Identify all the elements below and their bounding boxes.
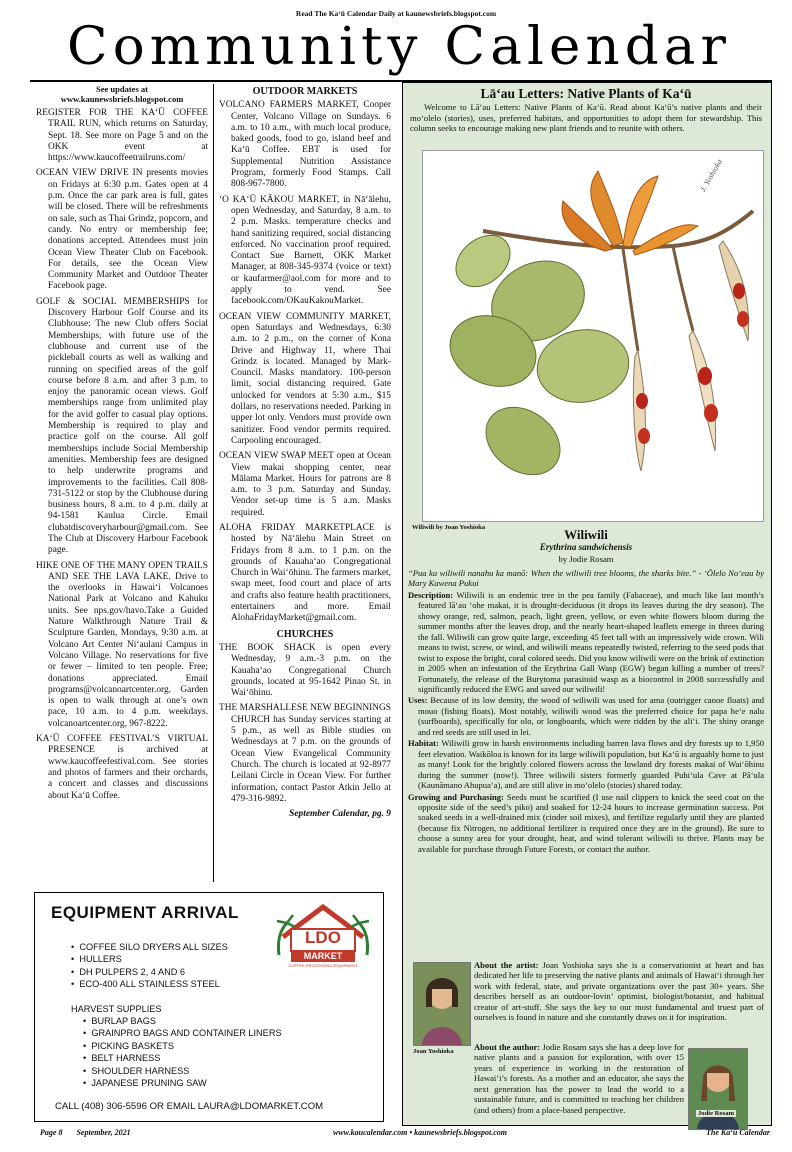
- harvest-item: • PICKING BASKETS: [83, 1040, 175, 1051]
- equipment-list: [71, 941, 228, 991]
- market-item: VOLCANO FARMERS MARKET, Cooper Center, Volcano Village on Sundays. 6 a.m. to 10 a.m., with much local produce, baked goods, food to go, island beef and Ka‘ū Coffee. EBT is used for Supplemental Nutrition Assistance Program, formerly Food Stamps. Call 808-967-7800.: [219, 100, 391, 190]
- artist-photo-caption: Joan Yoshioka: [413, 1048, 454, 1055]
- author-text: Jodie Rosam says she has a deep love for native plants and a passion for exploration, with over 15 years of experience in working in the restoration of Hawai‘i’s forests. As a mother and an educator, she says the next generation has the power to lead the world to a sustainable future, and is committed to teaching her children (and others) from a place-based perspective.: [474, 1042, 684, 1115]
- section-text: Wiliwili grow in harsh environments including barren lava flows and dry forests up to 1,950 feet elevation. Waikōloa is known for its large wiliwili population, but Ka‘ū is arguably home to just as many! Look for the brightly colored flowers across the lowland dry forests makai of Wai‘ōhinu during the summer (now!). Three wiliwili sisters formerly guarded Puhi‘ula Cave at Pā‘ula (Kaunāmano Ahupua‘a), and are still alive in mo‘olelo (stories) shared today.: [418, 738, 764, 791]
- harvest-item-label: PICKING BASKETS: [91, 1040, 175, 1051]
- about-author: [474, 1042, 684, 1115]
- footer-paper: The Ka‘ū Calendar: [705, 1128, 770, 1137]
- continued-note: September Calendar, pg. 9: [289, 809, 391, 820]
- footer-urls: www.kaucalendar.com • kaunewsbriefs.blogspot.com: [332, 1128, 508, 1137]
- section-text: Because of its low density, the wood of wiliwili was used for ama (outrigger canoe floats) and mouo (fishing floats). Most notably, wiliwili wood was the preferred choice for papa he‘e nalu (surfboards), specifically for olo, or longboards, which were ridden by the ali‘i. The shiny orange and red seeds are still used in lei.: [418, 695, 764, 737]
- harvest-item: • JAPANESE PRUNING SAW: [83, 1078, 207, 1089]
- ad-contact: CALL (408) 306-5596 OR EMAIL LAURA@LDOMARKET.COM: [55, 1101, 324, 1112]
- ldo-market-ad: [34, 892, 384, 1122]
- harvest-list: [83, 1015, 282, 1089]
- section-label: Habitat:: [408, 738, 439, 749]
- markets-heading: OUTDOOR MARKETS: [252, 86, 358, 97]
- equipment-item-label: DH PULPERS 2, 4 AND 6: [79, 966, 186, 977]
- feature-intro: Welcome to Lā‘au Letters: Native Plants of Ka‘ū. Read about Ka‘ū’s native plants and their mo‘olelo (stories), uses, preferred habitats, and opportunities to adopt them for stewardship. This column seeks to encourage making new plant friends and to reunite with others.: [410, 102, 762, 134]
- author-label: About the author:: [474, 1042, 541, 1052]
- ad-title: EQUIPMENT ARRIVAL: [51, 903, 239, 922]
- section-label: Growing and Purchasing:: [408, 791, 504, 802]
- harvest-item-label: SHOULDER HARNESS: [91, 1065, 190, 1076]
- harvest-item-label: GRAINPRO BAGS AND CONTAINER LINERS: [91, 1028, 282, 1039]
- page-number: Page 8: [40, 1128, 63, 1137]
- artist-text: Joan Yoshioka says she is a conservationist at heart and has dedicated her life to preserving the native plants and animals of Hawai‘i through her work with federal, state, and private organizations over the past 30+ years. She describes herself as an outdoor-lovin’ optimist, biologist/botanist, and habitual creator of art-stuff. She says the key to our most fundamental and truest part of ourselves is found in nature and she constantly draws on it for inspiration.: [474, 960, 764, 1023]
- calendar-item: GOLF & SOCIAL MEMBERSHIPS for Discovery Harbour Golf Course and its Clubhouse: The new Club offers Social Memberships, with future use of the clubhouse and current use of the pickleball courts as well as walking and running on specified areas of the golf course before 8 a.m. and after 3 p.m. to enjoy the panoramic ocean views. Golf memberships range from unlimited play for the avid golfer to casual play options. Membership is required to play and practice golf on the course. All golf memberships include Social Membership amenities. Membership fees are designed to help underwrite programs and improvements to the facilities. Call 808-731-5122 or stop by the Clubhouse during business hours, 8 a.m. to 4 p.m. daily at 94-1581 Kaulua Circle. Email clubatdiscoveryharbour@gmail.com. See The Club at Discovery Harbour Facebook page.: [36, 296, 208, 556]
- calendar-column-1: [36, 84, 208, 806]
- church-item: THE MARSHALLESE NEW BEGINNINGS CHURCH has Sunday services starting at 5 p.m., as well as Bible studies on Wednesdays at 7 p.m. on the grounds of Ocean View Evangelical Community Church. The church is located at 92-8977 Leilani Circle in Ocean View. For further information, contact Pastor Atkin Jello at 479-316-9892.: [219, 703, 391, 804]
- logo-subtext: MARKET: [291, 951, 355, 962]
- equipment-item: • HULLERS: [71, 954, 122, 965]
- feature-title: Lā‘au Letters: Native Plants of Ka‘ū: [480, 86, 692, 101]
- artist-photo: [413, 962, 471, 1046]
- scientific-name: Erythrina sandwichensis: [539, 542, 633, 552]
- equipment-item-label: HULLERS: [79, 954, 122, 965]
- equipment-item: • COFFEE SILO DRYERS ALL SIZES: [71, 942, 228, 952]
- equipment-item: • DH PULPERS 2, 4 AND 6: [71, 966, 186, 977]
- harvest-item: • BURLAP BAGS: [83, 1016, 157, 1026]
- logo-text: LDO: [305, 928, 341, 947]
- market-item: OCEAN VIEW COMMUNITY MARKET, open Saturdays and Wednesdays, 6:30 a.m. to 2 p.m., on the corner of Kona Drive and Highway 11, where Thai Grindz is located. Managed by Mark-Council. Masks mandatory. 100-person limit, social distancing required. Gate unlocked for vendors at 5:30 a.m., $15 dollars, no reservations needed. Parking in upper lot only. Vendors must provide own sanitizer. Food vendor permits required. Carpooling encouraged.: [219, 311, 391, 446]
- section-uses: [408, 695, 764, 737]
- byline: by Jodie Rosam: [558, 554, 614, 564]
- quote: “Pua ka wiliwili nanahu ka manō: When the wiliwili tree blooms, the sharks bite.” - ‘Ōlelo No‘eau by Mary Kawena Pukui: [408, 568, 764, 589]
- harvest-item: • GRAINPRO BAGS AND CONTAINER LINERS: [83, 1028, 282, 1039]
- footer-page: [40, 1128, 131, 1137]
- harvest-item: • BELT HARNESS: [83, 1053, 161, 1064]
- calendar-column-2: [219, 84, 391, 820]
- market-item: OCEAN VIEW SWAP MEET open at Ocean View makai shopping center, near Mālama Market. Hours for patrons are 8 a.m. to 3 p.m. Saturday and Sunday. Vendor set-up time is 5 a.m. Masks required.: [219, 451, 391, 518]
- author-photo: [688, 1048, 748, 1130]
- section-habitat: [408, 738, 764, 790]
- section-label: Description:: [408, 589, 454, 600]
- harvest-item-label: BELT HARNESS: [91, 1053, 161, 1064]
- equipment-item-label: COFFEE SILO DRYERS ALL SIZES: [79, 942, 228, 952]
- artist-signature: J. Yoshioka: [698, 157, 725, 194]
- portrait-icon: [414, 963, 470, 1045]
- equipment-item: • ECO-400 ALL STAINLESS STEEL: [71, 979, 220, 990]
- calendar-item: KA‘Ū COFFEE FESTIVAL’S VIRTUAL PRESENCE is archived at www.kaucoffeefestival.com. See stories and photos of farmers and their orchards, a concert and classes and discussions about Ka‘ū Coffee.: [36, 734, 208, 801]
- column-divider: [213, 84, 214, 882]
- section-text: Wiliwili is an endemic tree in the pea family (Fabaceae), and much like last month’s featured lā‘au ‘ohe makai, it is drought-deciduous (it drops its leaves during the dry season). The showy orange, red, salmon, peach, light green, yellow, or even white flowers bloom during the summer months after the leaves drop, and the nearly heart-shaped leaflets emerge in threes during the fall. Wiliwili can grow quite large, exceeding 45 feet tall with an impressively wide crown. Wili means to twist, screw, or wind, and wiliwili means repeatedly twisted, referring to the seed pods that twist to expose the bright, coral colored seeds. Did you know wiliwili were on the brink of extinction in 2005 when an infestation of the Erythrina Gall Wasp (EGW) began killing a number of trees? Fortunately, the release of the Burytoma parasitoid wasp as a biocontrol in 2008 successfully and significantly reduced the EWG and saved our wiliwili!: [418, 589, 764, 694]
- market-item: ‘O KA‘Ū KĀKOU MARKET, in Nā‘ālehu, open Wednesday, and Saturday, 8 a.m. to 2 p.m. Masks. temperature checks and hand sanitizing required, social distancing enforced. No vaccination proof required. Contact Sue Barnett, OKK Market Manager, at 808-345-9374 (voice or text) or kaufarmer@aol.com for more and to apply to vend. See facebook.com/OKauKakouMarket.: [219, 194, 391, 307]
- plant-name: Wiliwili: [564, 527, 608, 542]
- logo-tagline: COFFEE PROCESSING EQUIPMENT: [288, 963, 358, 968]
- portrait-icon: [689, 1049, 747, 1129]
- issue-date: September, 2021: [76, 1128, 131, 1137]
- author-photo-caption: Jodie Rosam: [698, 1110, 735, 1117]
- section-text: Seeds must be scarified (I use nail clippers to knick the seed coat on the opposite side of the seed’s piko) and soaked for 12-24 hours to increase germination success. Pot soaked seeds in a well-drained mix (cinder soil mixes), and fertilize regularly until they are planted (because fix Nitrogen, no additional fertilizer is required once they are in the ground). Be sure to choose a sunny area for your drought, heat, and wind tolerant wiliwili to thrive. Plants may be available for purchase through Future Forests, or contact the author.: [418, 791, 764, 854]
- harvest-item-label: JAPANESE PRUNING SAW: [91, 1078, 207, 1089]
- top-note: Read The Ka‘ū Calendar Daily at kaunewsbriefs.blogspot.com: [295, 9, 497, 18]
- wiliwili-drawing: [423, 151, 763, 521]
- about-artist: [474, 960, 764, 1023]
- section-label: Uses:: [408, 695, 428, 706]
- image-caption: Wiliwili by Joan Yoshioka: [412, 524, 486, 531]
- calendar-item: HIKE ONE OF THE MANY OPEN TRAILS AND SEE THE LAVA LAKE. Drive to the overlooks in Hawai‘i Volcanoes National Park at Volcano and Kahuku units. See nps.gov/havo.Take a Guided Nature Walkthrough Nature Trail & Sculpture Garden, Mondays, 9:30 a.m. at Volcano Art Center Ni‘aulani Campus in Volcano Village. No reservations for five or fewer – limited to ten people. Free; donations appreciated. Email programs@volcanoartcenter.org. Garden is open to walk through at one’s own pace, 10 a.m. to 4 p.m. weekdays. volcanoartcenter.org, 967-8222.: [36, 560, 208, 729]
- harvest-heading: HARVEST SUPPLIES: [71, 1004, 162, 1014]
- artist-label: About the artist:: [474, 960, 539, 970]
- churches-heading: CHURCHES: [276, 628, 334, 640]
- harvest-item: • SHOULDER HARNESS: [83, 1065, 190, 1076]
- section-growing: [408, 792, 764, 855]
- harvest-item-label: BURLAP BAGS: [91, 1016, 157, 1026]
- updates-note: See updates at www.kaunewsbriefs.blogspot.com: [60, 84, 184, 104]
- feature-body: [408, 568, 764, 855]
- calendar-item: OCEAN VIEW DRIVE IN presents movies on Fridays at 6:30 p.m. Gates open at 4 p.m. Once the car park area is full, gates will be closed. There will be refreshments on sale, such as Thai Grindz, popcorn, and candy. No entry or membership fee; donations accepted. Attendees must join Ocean View Theater Club on Facebook. For details, see the Ocean View Community Market and Outdoor Theater Facebook page.: [36, 168, 208, 292]
- section-description: [408, 590, 764, 695]
- masthead: Community Calendar: [67, 17, 731, 77]
- market-item: ALOHA FRIDAY MARKETPLACE is hosted by Nā‘ālehu Main Street on Fridays from 8 a.m. to 1 p.m. on the grounds of Kauaha‘ao Congregational Church in Wai‘ōhinu. The farmers market, swap meet, food court and place of arts and crafts also feature health practitioners, entertainers and more. Email AlohaFridayMarket@gmail.com.: [219, 522, 391, 624]
- calendar-item: REGISTER FOR THE KA‘Ū COFFEE TRAIL RUN, which returns on Saturday, Sept. 18. See more on Page 5 and on the OKK event at https://www.kaucoffeetrailruns.com/: [36, 108, 208, 164]
- wiliwili-illustration: [422, 150, 764, 522]
- church-item: THE BOOK SHACK is open every Wednesday, 9 a.m.-3 p.m. on the Kauaha‘ao Congregational Church grounds, located at 95-1642 Pinao St. in Wai‘ōhinu.: [219, 642, 391, 699]
- equipment-item-label: ECO-400 ALL STAINLESS STEEL: [79, 979, 220, 990]
- ldo-logo: [273, 899, 373, 969]
